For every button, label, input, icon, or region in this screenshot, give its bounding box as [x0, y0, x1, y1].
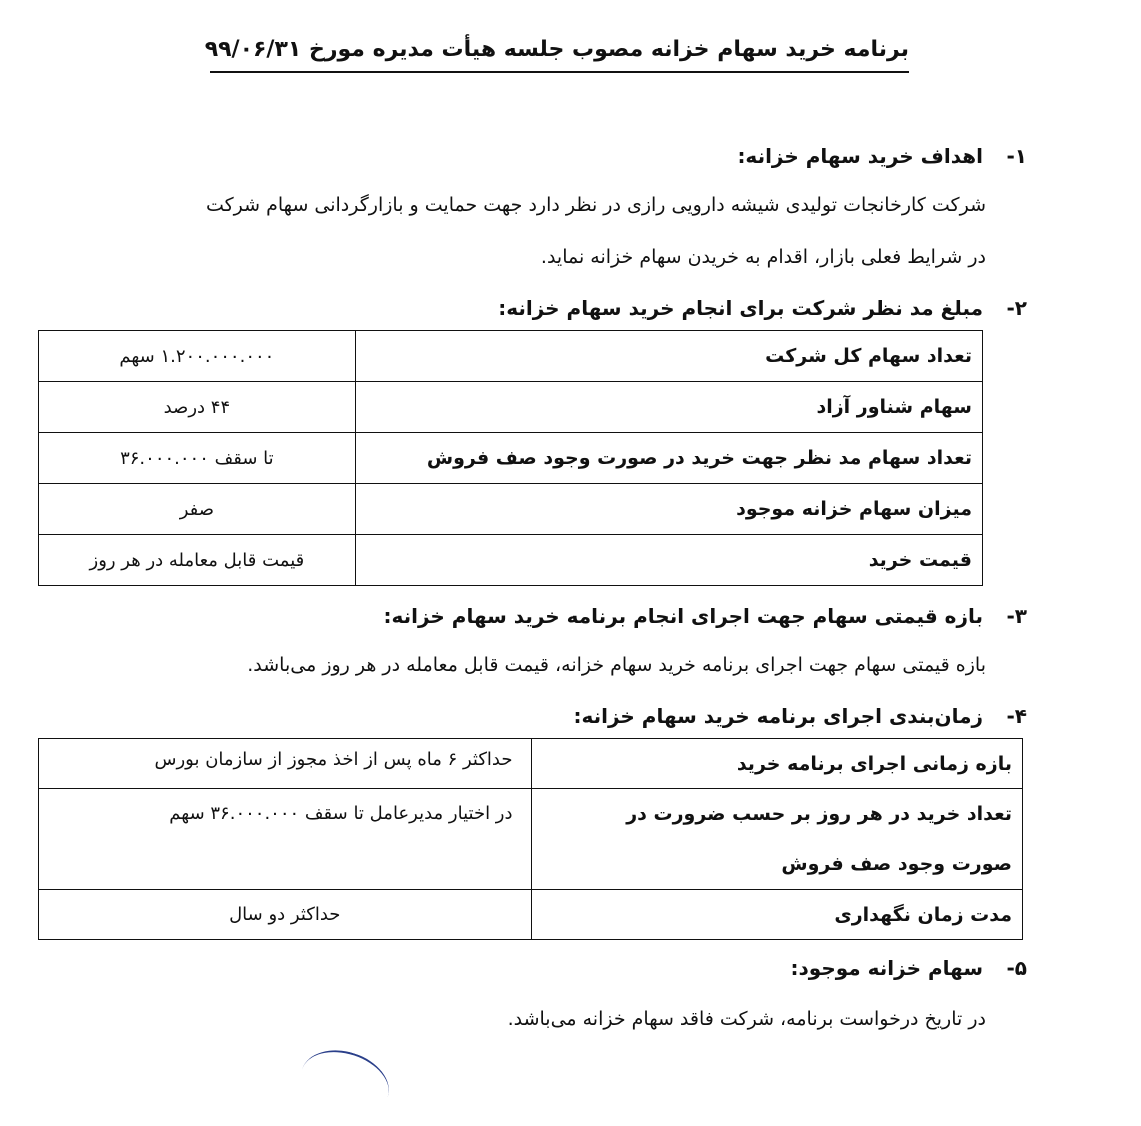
section-4-number: ۴- — [1006, 704, 1027, 728]
table-row — [39, 433, 983, 484]
table-label: بازه زمانی اجرای برنامه خرید — [531, 739, 1022, 789]
table-value: ۴۴ درصد — [39, 382, 356, 433]
section-2-heading: مبلغ مد نظر شرکت برای انجام خرید سهام خزانه: — [498, 296, 983, 320]
section-1-number: ۱- — [1006, 144, 1027, 168]
table-row — [39, 331, 983, 382]
table-value: ۱.۲۰۰.۰۰۰.۰۰۰ سهم — [39, 331, 356, 382]
table-label-line-2: صورت وجود صف فروش — [781, 853, 1012, 875]
section-3-heading: بازه قیمتی سهام جهت اجرای انجام برنامه خرید سهام خزانه: — [383, 604, 983, 628]
pen-mark — [293, 1040, 398, 1126]
table-row — [39, 535, 983, 586]
table-label-line-1: تعداد خرید در هر روز بر حسب ضرورت در — [626, 803, 1012, 825]
table-value: صفر — [39, 484, 356, 535]
table-label: سهام شناور آزاد — [355, 382, 982, 433]
section-3-paragraph-line-1: بازه قیمتی سهام جهت اجرای برنامه خرید سهام خزانه، قیمت قابل معامله در هر روز می‌باشد. — [247, 654, 986, 676]
section-3-number: ۳- — [1006, 604, 1027, 628]
section-5-heading: سهام خزانه موجود: — [790, 956, 983, 980]
table-value: حداکثر ۶ ماه پس از اخذ مجوز از سازمان بورس — [39, 739, 532, 789]
section-1-heading: اهداف خرید سهام خزانه: — [737, 144, 983, 168]
table-value: در اختیار مدیرعامل تا سقف ۳۶.۰۰۰.۰۰۰ سهم — [39, 789, 532, 890]
table-row — [39, 890, 1023, 940]
table-row — [39, 739, 1023, 789]
table-label: میزان سهام خزانه موجود — [355, 484, 982, 535]
table-label: تعداد سهام مد نظر جهت خرید در صورت وجود صف فروش — [355, 433, 982, 484]
table-row — [39, 382, 983, 433]
document-title: برنامه خرید سهام خزانه مصوب جلسه هیأت مدیره مورخ ۹۹/۰۶/۳۱ — [210, 32, 909, 73]
table-label: قیمت خرید — [355, 535, 982, 586]
budget-table — [38, 330, 983, 586]
section-4-heading: زمان‌بندی اجرای برنامه خرید سهام خزانه: — [573, 704, 983, 728]
section-5-number: ۵- — [1006, 956, 1027, 980]
section-1-paragraph-line-1: شرکت کارخانجات تولیدی شیشه دارویی رازی در نظر دارد جهت حمایت و بازارگردانی سهام شرکت — [205, 194, 986, 216]
section-2-number: ۲- — [1006, 296, 1027, 320]
table-label — [531, 789, 1022, 890]
table-value: حداکثر دو سال — [39, 890, 532, 940]
section-1-paragraph-line-2: در شرایط فعلی بازار، اقدام به خریدن سهام خزانه نماید. — [540, 246, 986, 268]
section-5-paragraph-line-1: در تاریخ درخواست برنامه، شرکت فاقد سهام خزانه می‌باشد. — [507, 1008, 986, 1030]
table-row — [39, 484, 983, 535]
table-value: تا سقف ۳۶.۰۰۰.۰۰۰ — [39, 433, 356, 484]
table-row — [39, 789, 1023, 890]
table-label: تعداد سهام کل شرکت — [355, 331, 982, 382]
table-value: قیمت قابل معامله در هر روز — [39, 535, 356, 586]
schedule-table — [38, 738, 1023, 940]
table-label: مدت زمان نگهداری — [531, 890, 1022, 940]
